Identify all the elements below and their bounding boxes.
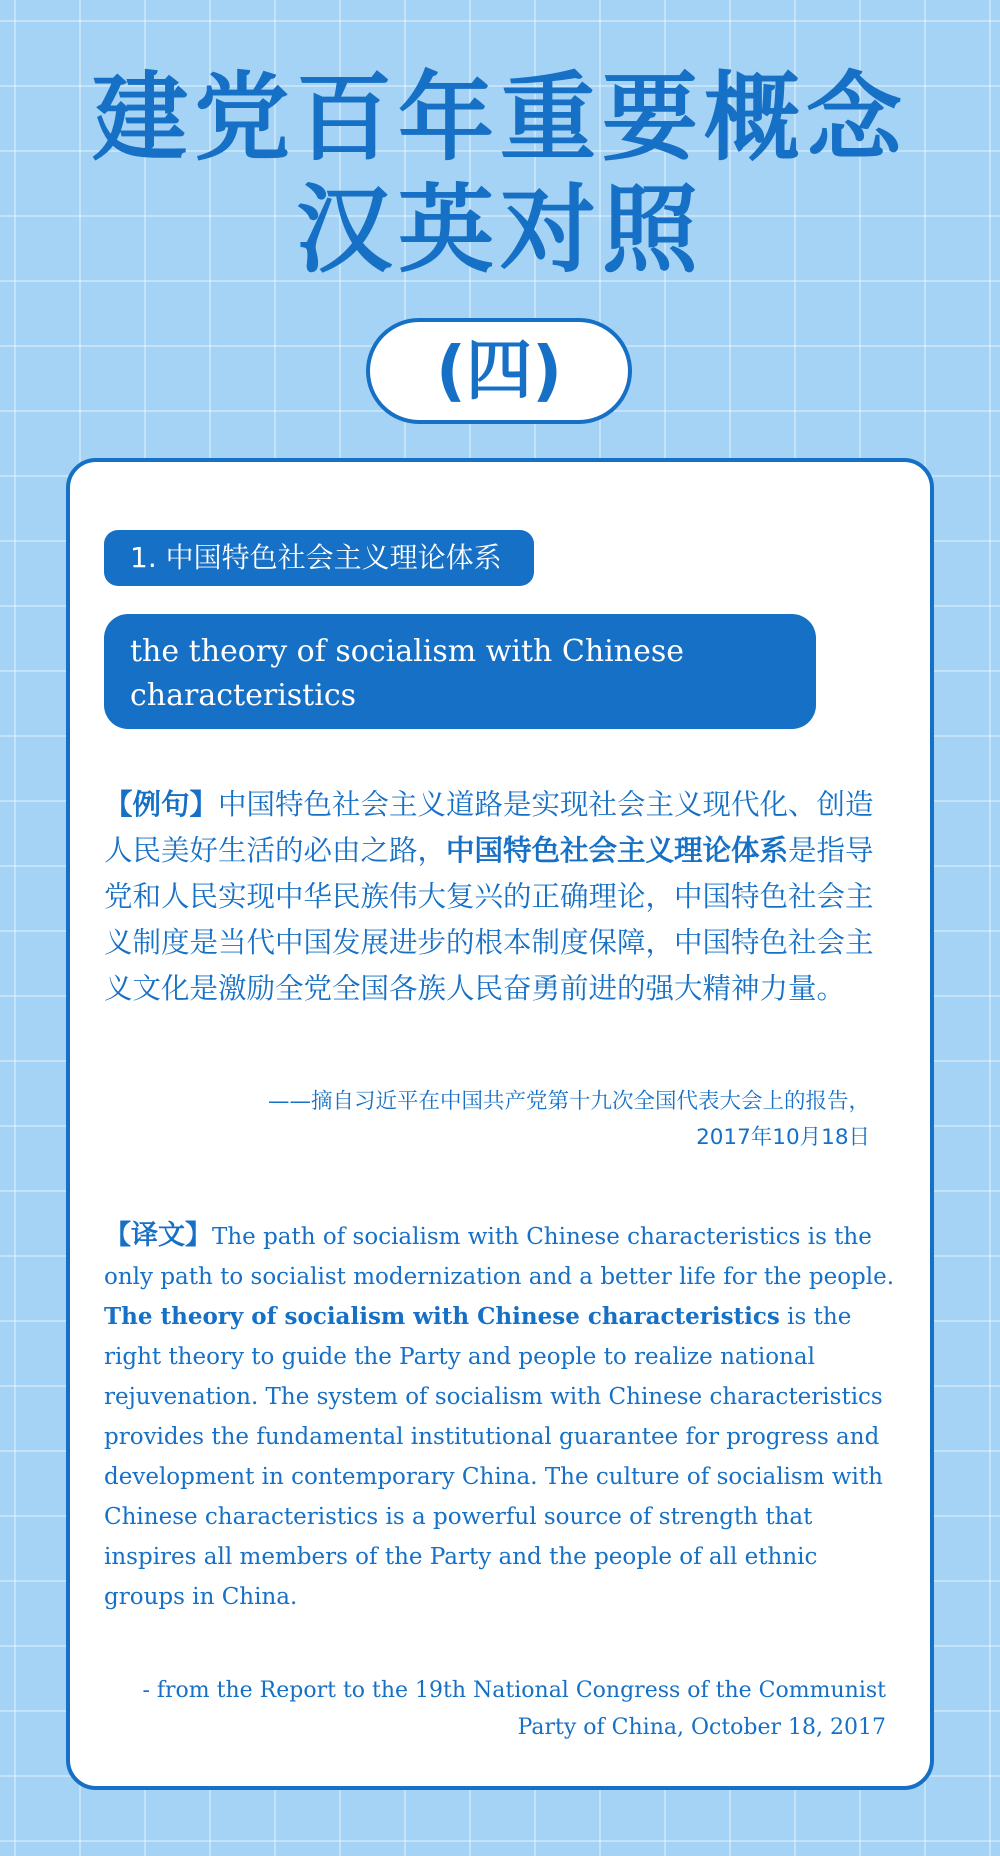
chinese-example-highlight: 中国特色社会主义理论体系	[446, 834, 789, 867]
english-source-line-2: Party of China, October 18, 2017	[517, 1715, 886, 1740]
chinese-example-tag: 【例句】	[104, 788, 219, 821]
english-translation-tag: 【译文】	[104, 1220, 212, 1251]
english-source	[104, 1672, 886, 1746]
term-label: 1. 中国特色社会主义理论体系	[104, 530, 534, 586]
chinese-source-line-2: 2017年10月18日	[696, 1125, 870, 1150]
title-line-1: 建党百年重要概念	[92, 62, 908, 174]
part-number-badge: (四)	[366, 318, 632, 424]
chinese-example-text-before: 中国特色社会主义道路是实现社会主义现代化、创造人民美好生活的必由之路，	[104, 788, 874, 867]
english-translation-text-after: is the right theory to guide the Party and people to realize national rejuvenation. The system of socialism with Chinese characteristics provides the fundamental institutional guarantee for progress and development in contemporary China. The culture of socialism with Chinese characteristics is a powerful source of strength that inspires all members of the Party and the people of all ethnic groups in China.	[104, 1304, 883, 1610]
english-source-line-1: - from the Report to the 19th National Congress of the Communist	[142, 1678, 886, 1703]
english-translation	[104, 1216, 904, 1617]
chinese-source	[104, 1084, 870, 1156]
chinese-example	[104, 782, 886, 1012]
chinese-example-text-after: 是指导党和人民实现中华民族伟大复兴的正确理论，中国特色社会主义制度是当代中国发展进步的根本制度保障，中国特色社会主义文化是激励全党全国各族人民奋勇前进的强大精神力量。	[104, 834, 874, 1005]
term-translation: the theory of socialism with Chinese characteristics	[104, 614, 816, 729]
title-line-2: 汉英对照	[296, 174, 704, 286]
english-translation-text-before: The path of socialism with Chinese characteristics is the only path to socialist modernization and a better life for the people.	[104, 1224, 895, 1290]
chinese-source-line-1: ——摘自习近平在中国共产党第十九次全国代表大会上的报告，	[267, 1089, 870, 1114]
page-title	[0, 62, 1000, 286]
english-translation-highlight: The theory of socialism with Chinese characteristics	[104, 1303, 780, 1330]
